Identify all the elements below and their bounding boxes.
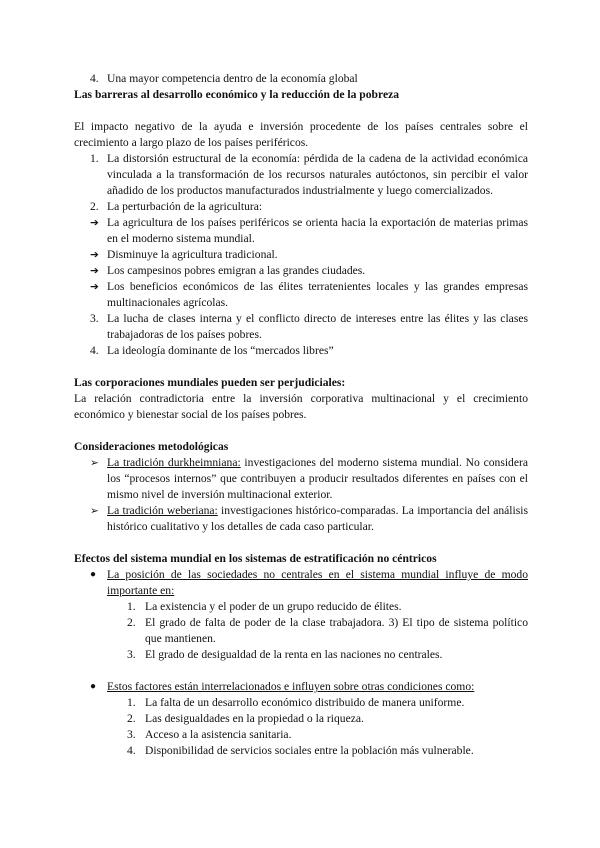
list-marker: 2.: [90, 200, 99, 213]
list-item-text: Estos factores están interrelacionados e influyen sobre otras condiciones como:: [107, 680, 475, 693]
list-item: [74, 567, 528, 599]
list-item: [74, 247, 528, 263]
list-item-text: La agricultura de los países periféricos se orienta hacia la exportación de materias primas en el moderno sistema mundial.: [107, 216, 528, 245]
list-item-text: El grado de falta de poder de la clase trabajadora. 3) El tipo de sistema político que mantienen.: [145, 616, 528, 645]
arrowhead-icon: ➢: [90, 457, 99, 469]
list-item-text: Los beneficios económicos de las élites terratenientes locales y las grandes empresas multinacionales agrícolas.: [107, 280, 528, 309]
list-item: [74, 71, 528, 87]
section-heading-barriers: Las barreras al desarrollo económico y la reducción de la pobreza: [74, 88, 400, 101]
list-marker: 4.: [90, 344, 99, 357]
section-paragraph: La relación contradictoria entre la inversión corporativa multinacional y el crecimiento económico y bienestar social de los países pobres.: [74, 392, 528, 421]
list-item: [74, 727, 528, 743]
list-item: [74, 615, 528, 647]
list-item-text: Una mayor competencia dentro de la economía global: [107, 72, 358, 85]
bullet-icon: ●: [90, 681, 97, 692]
list-item-text: La distorsión estructural de la economía: pérdida de la cadena de la actividad económica vinculada a la transformación de los recursos naturales autóctonos, sin percibir el valor añadido de los productos manufacturados industrialmente y luego comercializados.: [107, 152, 528, 197]
list-item-text: Acceso a la asistencia sanitaria.: [145, 728, 292, 741]
list-marker: 1.: [127, 696, 136, 709]
list-marker: 4.: [127, 744, 136, 757]
document-body: [74, 71, 528, 759]
list-item: [74, 215, 528, 247]
list-marker: 1.: [127, 600, 136, 613]
list-item-text: La posición de las sociedades no centrales en el sistema mundial influye de modo importante en:: [107, 568, 528, 597]
bullet-icon: ●: [90, 569, 97, 580]
list-item-text: La perturbación de la agricultura:: [107, 200, 263, 213]
list-item: [74, 455, 528, 503]
list-marker: 2.: [127, 616, 136, 629]
arrow-icon: ➔: [90, 265, 99, 277]
list-marker: 2.: [127, 712, 136, 725]
section-heading-effects: Efectos del sistema mundial en los sistemas de estratificación no céntricos: [74, 552, 437, 565]
list-item: [74, 151, 528, 199]
arrowhead-icon: ➢: [90, 505, 99, 517]
list-item-text: Los campesinos pobres emigran a las grandes ciudades.: [107, 264, 366, 277]
list-item: [74, 599, 528, 615]
list-item: [74, 647, 528, 663]
arrow-icon: ➔: [90, 249, 99, 261]
list-item: [74, 503, 528, 535]
list-item-text: Disminuye la agricultura tradicional.: [107, 248, 278, 261]
arrow-icon: ➔: [90, 281, 99, 293]
section-heading-corporations: Las corporaciones mundiales pueden ser perjudiciales:: [74, 376, 346, 389]
list-marker: 3.: [127, 728, 136, 741]
list-item-text: La lucha de clases interna y el conflicto directo de intereses entre las élites y las clases trabajadoras de los países pobres.: [107, 312, 528, 341]
list-item-label: La tradición weberiana:: [107, 504, 218, 517]
list-item-label: La tradición durkheimniana:: [107, 456, 241, 469]
list-item-text: La falta de un desarrollo económico distribuido de manera uniforme.: [145, 696, 465, 709]
list-marker: 1.: [90, 152, 99, 165]
list-marker: 3.: [127, 648, 136, 661]
list-item: [74, 679, 528, 695]
list-marker: 4.: [90, 72, 99, 85]
list-item: [74, 695, 528, 711]
list-item-text: Las desigualdades en la propiedad o la riqueza.: [145, 712, 364, 725]
arrow-icon: ➔: [90, 217, 99, 229]
list-item-text: investigaciones del moderno sistema mundial. No considera los “procesos internos” que contribuyen a producir resultados diferentes en países con el mismo nivel de inversión multinacional exterior.: [107, 456, 528, 501]
list-item: [74, 279, 528, 311]
list-item: [74, 743, 528, 759]
list-item: [74, 199, 528, 215]
list-item-text: La ideología dominante de los “mercados libres”: [107, 344, 334, 357]
list-item: [74, 263, 528, 279]
list-item-text: investigaciones histórico-comparadas. La importancia del análisis histórico cualitativo y los detalles de cada caso particular.: [107, 504, 528, 533]
list-item: [74, 311, 528, 343]
section-intro: El impacto negativo de la ayuda e inversión procedente de los países centrales sobre el crecimiento a largo plazo de los países periféricos.: [74, 120, 528, 149]
list-item: [74, 711, 528, 727]
list-marker: 3.: [90, 312, 99, 325]
list-item: [74, 343, 528, 359]
section-heading-methodology: Consideraciones metodológicas: [74, 440, 229, 453]
list-item-text: Disponibilidad de servicios sociales entre la población más vulnerable.: [145, 744, 474, 757]
list-item-text: El grado de desigualdad de la renta en las naciones no centrales.: [145, 648, 443, 661]
list-item-text: La existencia y el poder de un grupo reducido de élites.: [145, 600, 402, 613]
